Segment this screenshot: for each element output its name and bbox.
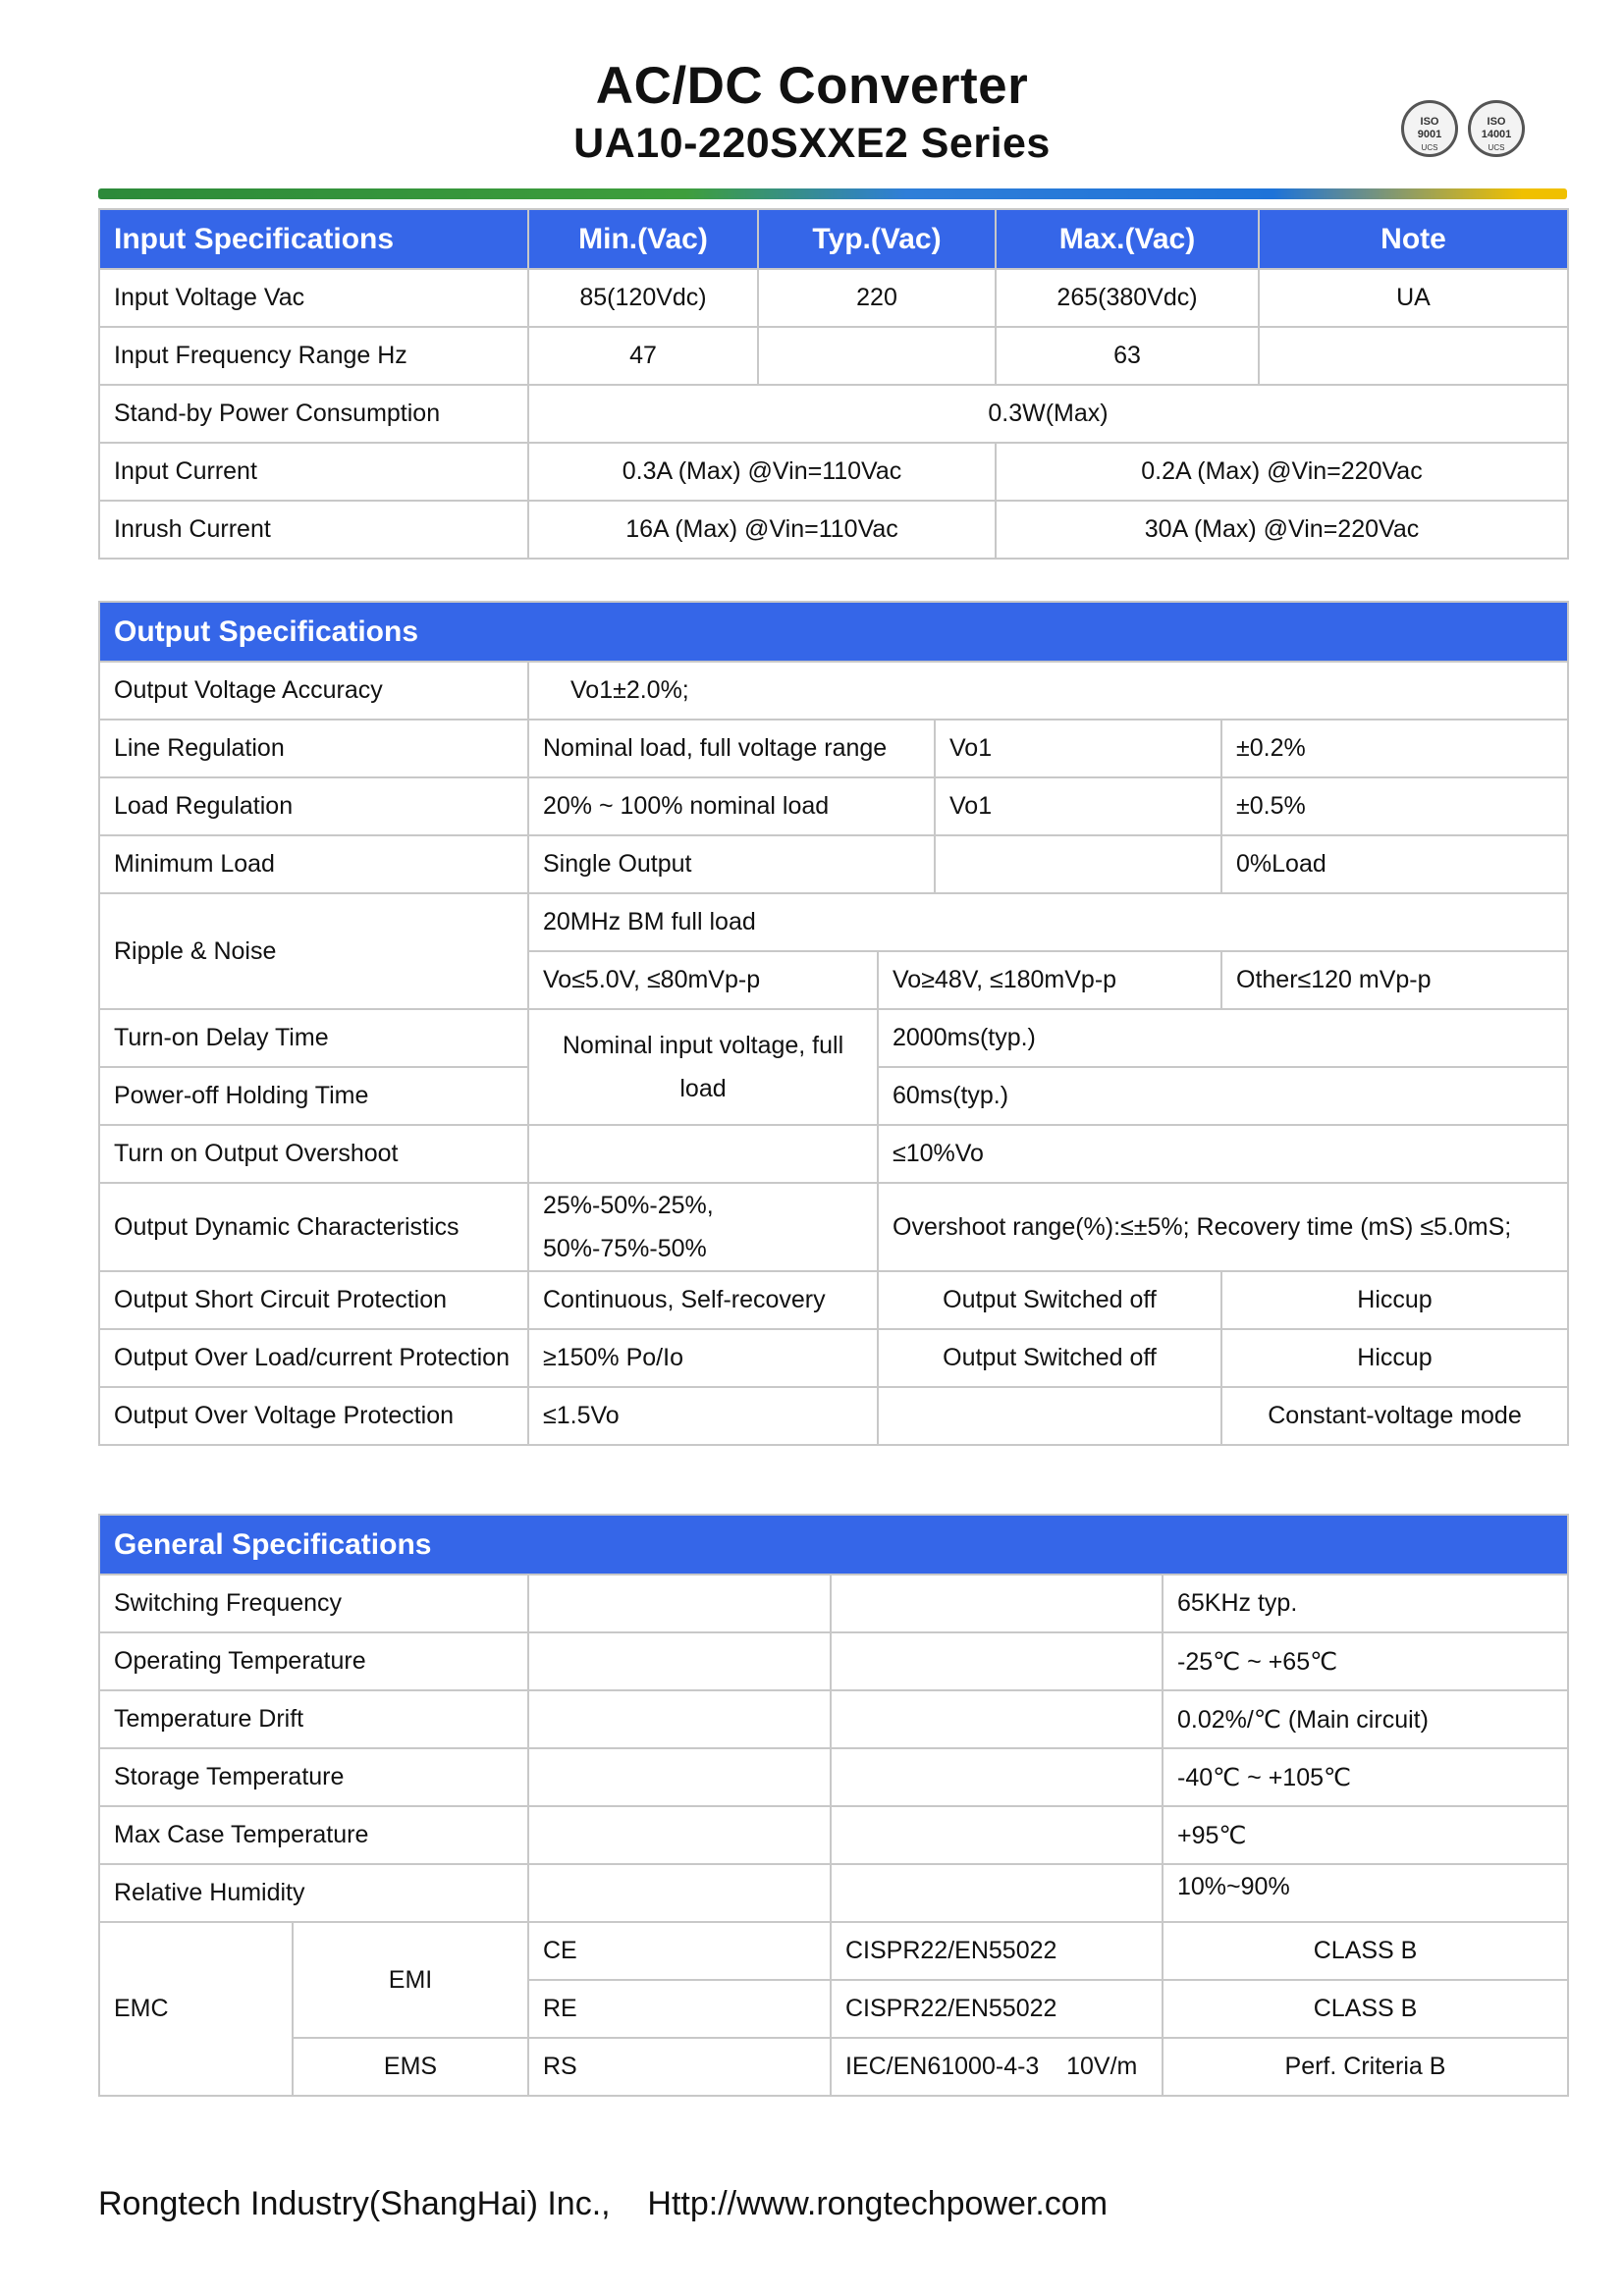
table-row	[99, 1922, 1568, 1980]
table-cell: Hiccup	[1221, 1329, 1568, 1387]
table-cell	[528, 1864, 831, 1922]
table-cell: 85(120Vdc)	[528, 269, 758, 327]
emi-label: EMI	[293, 1922, 528, 2038]
table-cell: Overshoot range(%):≤±5%; Recovery time (mS) ≤5.0mS;	[878, 1183, 1568, 1271]
table-cell: -25℃ ~ +65℃	[1163, 1632, 1568, 1690]
table-row	[99, 835, 1568, 893]
dynamic-step-1: 25%-50%-25%,	[543, 1192, 714, 1219]
row-label: Operating Temperature	[99, 1632, 528, 1690]
table-cell: CLASS B	[1163, 1980, 1568, 2038]
table-row	[99, 327, 1568, 385]
table-cell: 60ms(typ.)	[878, 1067, 1568, 1125]
table-cell	[528, 1748, 831, 1806]
table-cell	[528, 1125, 878, 1183]
table-cell: Nominal input voltage, full load	[528, 1009, 878, 1125]
table-cell: RE	[528, 1980, 831, 2038]
row-label: Line Regulation	[99, 720, 528, 777]
table-cell: 2000ms(typ.)	[878, 1009, 1568, 1067]
table-row	[99, 501, 1568, 559]
section-heading: General Specifications	[99, 1515, 1568, 1575]
table-row	[99, 1748, 1568, 1806]
table-row	[99, 443, 1568, 501]
row-label: Switching Frequency	[99, 1575, 528, 1632]
row-label: Load Regulation	[99, 777, 528, 835]
header-cell: Min.(Vac)	[528, 209, 758, 269]
table-cell: CISPR22/EN55022	[831, 1922, 1163, 1980]
general-spec-table	[98, 1514, 1569, 2097]
table-row	[99, 269, 1568, 327]
row-label: Power-off Holding Time	[99, 1067, 528, 1125]
table-cell: 0%Load	[1221, 835, 1568, 893]
table-cell: ≥150% Po/Io	[528, 1329, 878, 1387]
table-row	[99, 662, 1568, 720]
section-heading: Output Specifications	[99, 602, 1568, 662]
row-label: Minimum Load	[99, 835, 528, 893]
row-label: Ripple & Noise	[99, 893, 528, 1009]
header-cell: Input Specifications	[99, 209, 528, 269]
dynamic-step-2: 50%-75%-50%	[543, 1235, 707, 1262]
table-cell: -40℃ ~ +105℃	[1163, 1748, 1568, 1806]
row-label: Input Voltage Vac	[99, 269, 528, 327]
table-cell: Output Switched off	[878, 1271, 1221, 1329]
table-cell: 0.02%/℃ (Main circuit)	[1163, 1690, 1568, 1748]
table-cell: 16A (Max) @Vin=110Vac	[528, 501, 996, 559]
row-label: Stand-by Power Consumption	[99, 385, 528, 443]
row-label: Turn-on Delay Time	[99, 1009, 528, 1067]
table-cell: RS	[528, 2038, 831, 2096]
row-label: Max Case Temperature	[99, 1806, 528, 1864]
table-cell: Vo≥48V, ≤180mVp-p	[878, 951, 1221, 1009]
table-cell: Continuous, Self-recovery	[528, 1271, 878, 1329]
table-cell: Constant-voltage mode	[1221, 1387, 1568, 1445]
table-cell: IEC/EN61000-4-3 10V/m	[831, 2038, 1163, 2096]
iso-9001-seal: ISO 9001 UCS	[1401, 100, 1458, 157]
table-cell: 65KHz typ.	[1163, 1575, 1568, 1632]
table-row	[99, 1183, 1568, 1271]
table-cell: Vo≤5.0V, ≤80mVp-p	[528, 951, 878, 1009]
row-label: Temperature Drift	[99, 1690, 528, 1748]
table-cell	[831, 1806, 1163, 1864]
header-cell: Typ.(Vac)	[758, 209, 996, 269]
table-row	[99, 1864, 1568, 1922]
certification-badges	[1401, 100, 1550, 163]
table-cell	[758, 327, 996, 385]
table-row	[99, 385, 1568, 443]
table-cell: ≤10%Vo	[878, 1125, 1568, 1183]
row-label: Storage Temperature	[99, 1748, 528, 1806]
table-cell: Other≤120 mVp-p	[1221, 951, 1568, 1009]
table-cell: 63	[996, 327, 1259, 385]
row-label: Output Over Voltage Protection	[99, 1387, 528, 1445]
table-cell	[831, 1864, 1163, 1922]
iso-14001-seal: ISO 14001 UCS	[1468, 100, 1525, 157]
table-cell: Vo1±2.0%;	[528, 662, 1568, 720]
table-cell	[528, 1806, 831, 1864]
row-label: Inrush Current	[99, 501, 528, 559]
table-cell: 20% ~ 100% nominal load	[528, 777, 935, 835]
table-row	[99, 1387, 1568, 1445]
page-subtitle: UA10-220SXXE2 Series	[573, 120, 1051, 167]
table-cell: 0.3A (Max) @Vin=110Vac	[528, 443, 996, 501]
table-cell	[528, 1690, 831, 1748]
table-row	[99, 1806, 1568, 1864]
footer-company-line: Rongtech Industry(ShangHai) Inc., Http://www.rongtechpower.com	[98, 2185, 1109, 2222]
row-label: Output Over Load/current Protection	[99, 1329, 528, 1387]
table-cell: UA	[1259, 269, 1568, 327]
table-row	[99, 1271, 1568, 1329]
table-cell: Output Switched off	[878, 1329, 1221, 1387]
table-cell	[831, 1690, 1163, 1748]
table-cell	[878, 1387, 1221, 1445]
page-title: AC/DC Converter	[595, 57, 1029, 115]
table-row	[99, 1690, 1568, 1748]
table-cell: CISPR22/EN55022	[831, 1980, 1163, 2038]
table-row	[99, 893, 1568, 951]
table-cell: ±0.5%	[1221, 777, 1568, 835]
table-cell	[528, 1183, 878, 1271]
table-row	[99, 1575, 1568, 1632]
table-row	[99, 777, 1568, 835]
row-label: Output Voltage Accuracy	[99, 662, 528, 720]
table-cell: CE	[528, 1922, 831, 1980]
row-label: Output Short Circuit Protection	[99, 1271, 528, 1329]
table-cell: 10%~90%	[1163, 1864, 1568, 1922]
table-cell	[1259, 327, 1568, 385]
table-cell: 0.2A (Max) @Vin=220Vac	[996, 443, 1568, 501]
table-cell: Vo1	[935, 720, 1221, 777]
document-title	[0, 55, 1624, 169]
table-cell: Vo1	[935, 777, 1221, 835]
table-row	[99, 2038, 1568, 2096]
table-row	[99, 1329, 1568, 1387]
table-cell	[831, 1748, 1163, 1806]
table-row	[99, 1009, 1568, 1067]
table-cell: ≤1.5Vo	[528, 1387, 878, 1445]
table-row	[99, 1632, 1568, 1690]
table-cell: +95℃	[1163, 1806, 1568, 1864]
table-cell	[528, 1575, 831, 1632]
input-spec-table	[98, 208, 1569, 560]
ems-label: EMS	[293, 2038, 528, 2096]
table-cell	[528, 1632, 831, 1690]
table-cell: Nominal load, full voltage range	[528, 720, 935, 777]
section-header-row	[99, 1515, 1568, 1575]
table-cell	[935, 835, 1221, 893]
header-cell: Note	[1259, 209, 1568, 269]
table-header-row	[99, 209, 1568, 269]
table-cell: 265(380Vdc)	[996, 269, 1259, 327]
row-label: Input Current	[99, 443, 528, 501]
table-row	[99, 1125, 1568, 1183]
table-cell: 30A (Max) @Vin=220Vac	[996, 501, 1568, 559]
header-divider-bar	[98, 188, 1567, 199]
section-header-row	[99, 602, 1568, 662]
table-row	[99, 720, 1568, 777]
emc-label: EMC	[99, 1922, 293, 2096]
table-cell: CLASS B	[1163, 1922, 1568, 1980]
output-spec-table	[98, 601, 1569, 1446]
table-cell: ±0.2%	[1221, 720, 1568, 777]
row-label: Output Dynamic Characteristics	[99, 1183, 528, 1271]
table-cell	[831, 1632, 1163, 1690]
table-cell: Single Output	[528, 835, 935, 893]
table-cell: 20MHz BM full load	[528, 893, 1568, 951]
table-cell: Hiccup	[1221, 1271, 1568, 1329]
table-cell: 0.3W(Max)	[528, 385, 1568, 443]
table-cell: 220	[758, 269, 996, 327]
header-cell: Max.(Vac)	[996, 209, 1259, 269]
row-label: Relative Humidity	[99, 1864, 528, 1922]
table-cell: Perf. Criteria B	[1163, 2038, 1568, 2096]
table-cell	[831, 1575, 1163, 1632]
table-cell: 47	[528, 327, 758, 385]
row-label: Turn on Output Overshoot	[99, 1125, 528, 1183]
row-label: Input Frequency Range Hz	[99, 327, 528, 385]
